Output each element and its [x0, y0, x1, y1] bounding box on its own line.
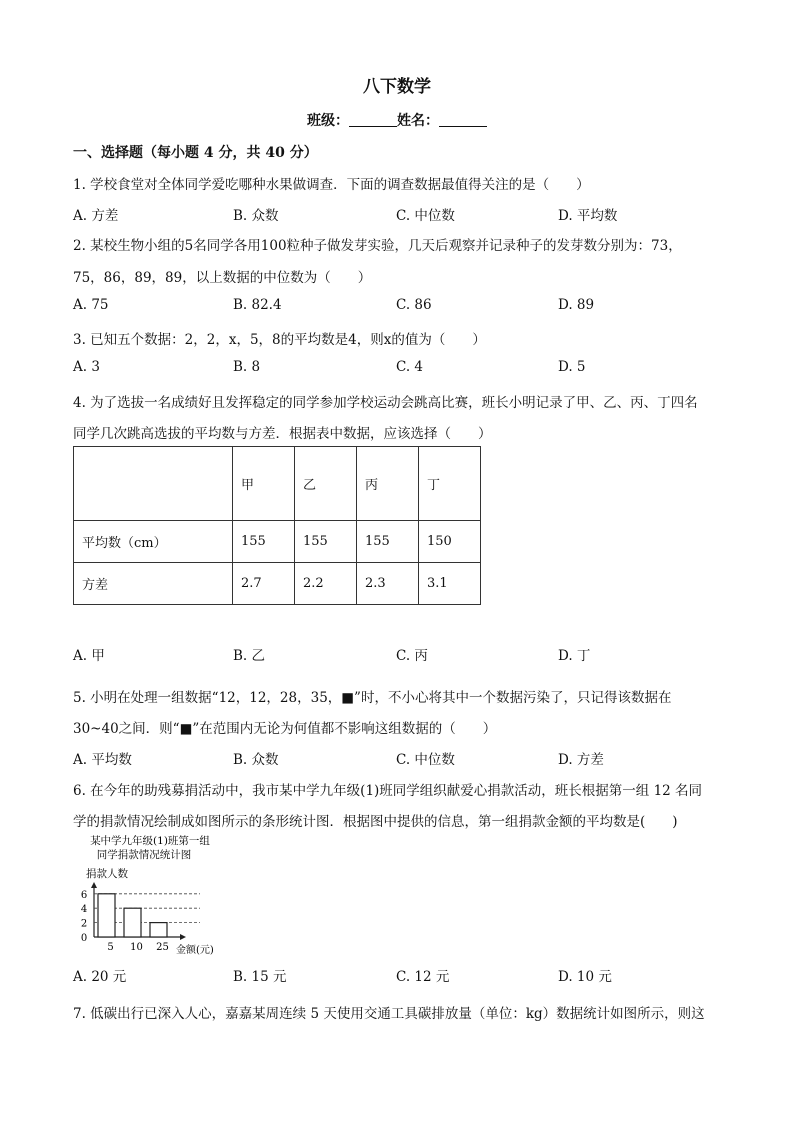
scores-table: [73, 446, 481, 605]
page-title: 八下数学: [363, 77, 431, 97]
q2-option-d[interactable]: D. 89: [558, 297, 595, 313]
table-header-cell: 丙: [357, 447, 419, 521]
chart-y-tick-label: 0: [80, 933, 88, 944]
chart-y-axis-arrow: [91, 882, 97, 888]
class-blank[interactable]: [349, 112, 397, 127]
name-blank[interactable]: [439, 112, 487, 127]
q6-option-c[interactable]: C. 12 元: [396, 969, 450, 985]
table-cell: 2.2: [295, 563, 357, 605]
table-cell: 155: [295, 521, 357, 563]
q1-option-a[interactable]: A. 方差: [73, 208, 119, 224]
table-row: [74, 521, 481, 563]
chart-title-line1: 某中学九年级(1)班第一组: [90, 835, 210, 847]
table-cell: 155: [233, 521, 295, 563]
q5-option-d[interactable]: D. 方差: [558, 752, 604, 768]
q6-option-a[interactable]: A. 20 元: [73, 969, 127, 985]
chart-x-label: 金额(元): [176, 945, 214, 956]
chart-bar: [98, 894, 115, 937]
chart-bar: [150, 923, 167, 937]
question-3-text: 3. 已知五个数据：2，2，x，5，8的平均数是4，则x的值为（ ）: [73, 332, 486, 348]
question-6-text-line1: 6. 在今年的助残募捐活动中，我市某中学九年级(1)班同学组织献爱心捐款活动，班长根据第一组 12 名同: [73, 783, 703, 799]
question-2-text-line1: 2. 某校生物小组的5名同学各用100粒种子做发芽实验，几天后观察并记录种子的发芽数分别为：73，: [73, 238, 682, 254]
chart-x-tick-label: 10: [130, 942, 143, 953]
student-info: [0, 110, 794, 130]
q4-option-c[interactable]: C. 丙: [396, 648, 428, 664]
table-header-cell: 乙: [295, 447, 357, 521]
question-1-text: 1. 学校食堂对全体同学爱吃哪种水果做调查．下面的调查数据最值得关注的是（ ）: [73, 177, 590, 193]
chart-y-label: 捐款人数: [86, 868, 128, 880]
class-label: 班级：: [307, 113, 349, 129]
q5-option-c[interactable]: C. 中位数: [396, 752, 455, 768]
q6-option-d[interactable]: D. 10 元: [558, 969, 612, 985]
question-5-text-line1: 5. 小明在处理一组数据“12，12，28，35，■”时，不小心将其中一个数据污染了，只记得该数据在: [73, 690, 672, 706]
q3-option-b[interactable]: B. 8: [233, 359, 261, 375]
q2-option-b[interactable]: B. 82.4: [233, 297, 282, 313]
table-cell: 方差: [74, 563, 233, 605]
table-header-cell: [74, 447, 233, 521]
chart-y-tick-label: 2: [80, 918, 88, 930]
question-6-text-line2: 学的捐款情况绘制成如图所示的条形统计图．根据图中提供的信息，第一组捐款金额的平均数是( ): [73, 814, 678, 830]
chart-bar: [124, 908, 141, 937]
chart-title-line2: 同学捐款情况统计图: [96, 849, 192, 861]
q1-option-b[interactable]: B. 众数: [233, 208, 279, 224]
q1-option-c[interactable]: C. 中位数: [396, 208, 455, 224]
table-cell: 155: [357, 521, 419, 563]
table-cell: 2.7: [233, 563, 295, 605]
chart-x-tick-label: 5: [107, 942, 114, 953]
q1-option-d[interactable]: D. 平均数: [558, 208, 618, 224]
q4-option-d[interactable]: D. 丁: [558, 648, 591, 664]
q2-option-a[interactable]: A. 75: [73, 297, 109, 313]
table-cell: 3.1: [419, 563, 481, 605]
q4-option-b[interactable]: B. 乙: [233, 648, 266, 664]
question-7-text: 7. 低碳出行已深入人心，嘉嘉某周连续 5 天使用交通工具碳排放量（单位：kg）数据统计如图所示，则这: [73, 1006, 705, 1022]
table-header-cell: 甲: [233, 447, 295, 521]
donation-bar-chart: [72, 832, 247, 956]
q2-option-c[interactable]: C. 86: [396, 297, 432, 313]
question-4-text-line2: 同学几次跳高选拔的平均数与方差．根据表中数据，应该选择（ ）: [73, 426, 492, 442]
q3-option-a[interactable]: A. 3: [73, 359, 100, 375]
q3-option-c[interactable]: C. 4: [396, 359, 424, 375]
table-row: [74, 563, 481, 605]
question-5-text-line2: 30~40之间．则“■”在范围内无论为何值都不影响这组数据的（ ）: [73, 721, 497, 737]
q6-option-b[interactable]: B. 15 元: [233, 969, 287, 985]
chart-y-tick-label: 4: [80, 904, 88, 916]
name-label: 姓名：: [397, 113, 439, 129]
table-header-row: [74, 447, 481, 521]
q3-option-d[interactable]: D. 5: [558, 359, 586, 375]
chart-y-tick-label: 6: [80, 889, 88, 901]
table-cell: 平均数（cm）: [74, 521, 233, 563]
table-cell: 150: [419, 521, 481, 563]
chart-x-tick-label: 25: [156, 942, 169, 953]
q4-option-a[interactable]: A. 甲: [73, 648, 105, 664]
question-2-text-line2: 75，86，89，89，以上数据的中位数为（ ）: [73, 270, 372, 286]
section-title: 一、选择题（每小题 4 分，共 40 分）: [73, 145, 318, 161]
q5-option-a[interactable]: A. 平均数: [73, 752, 132, 768]
question-4-text-line1: 4. 为了选拔一名成绩好且发挥稳定的同学参加学校运动会跳高比赛，班长小明记录了甲、乙、丙、丁四名: [73, 395, 698, 411]
q5-option-b[interactable]: B. 众数: [233, 752, 279, 768]
table-cell: 2.3: [357, 563, 419, 605]
table-header-cell: 丁: [419, 447, 481, 521]
chart-x-axis-arrow: [180, 934, 186, 940]
